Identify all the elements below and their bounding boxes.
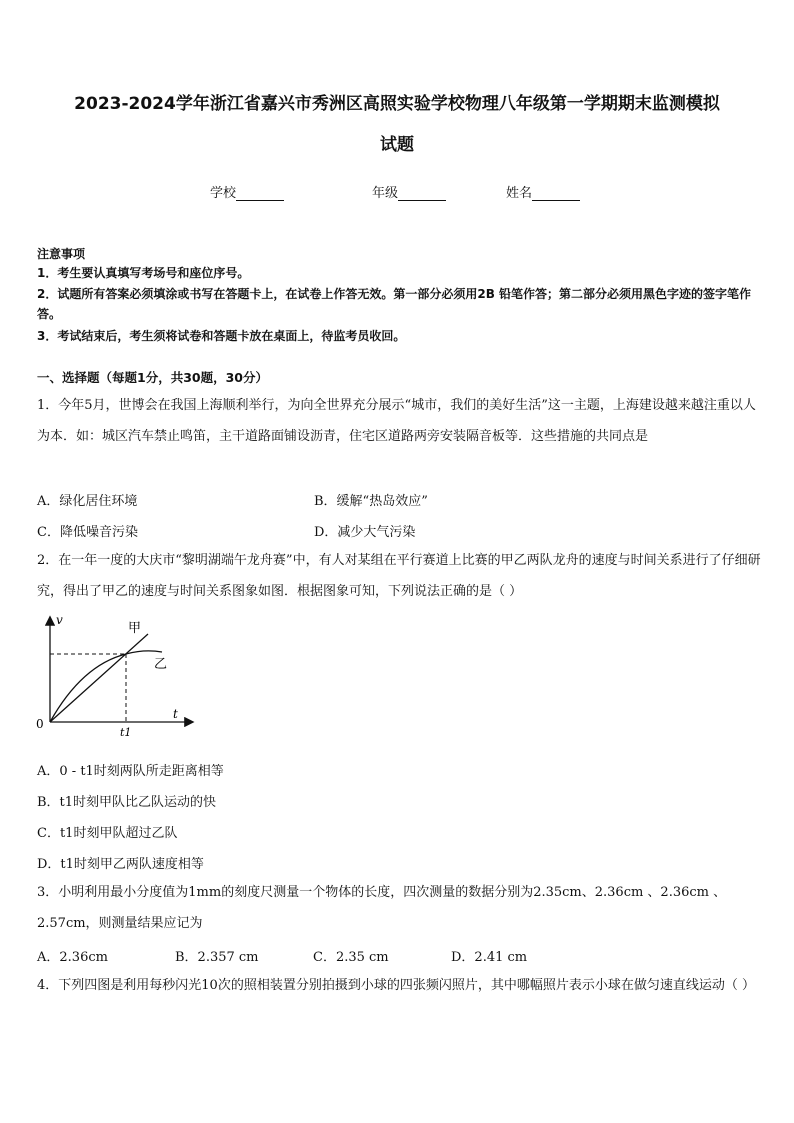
school-label: 学校 <box>210 186 237 201</box>
q2-option-b: B．t1时刻甲队比乙队运动的快 <box>37 795 217 810</box>
q1-option-a: A．绿化居住环境 <box>37 494 138 509</box>
section-title: 一、选择题（每题1分，共30题，30分） <box>37 370 268 385</box>
q3-option-b: B．2.357 cm <box>175 950 259 965</box>
grade-field <box>372 182 446 201</box>
origin-label: 0 <box>36 717 44 731</box>
velocity-time-graph <box>30 610 200 742</box>
question-4-stem: 4．下列四图是利用每秒闪光10次的照相装置分别拍摄到小球的四张频闪照片，其中哪幅照片表示小球在做匀速直线运动（ ） <box>37 978 755 993</box>
note-item-3: 3．考试结束后，考生须将试卷和答题卡放在桌面上，待监考员收回。 <box>37 329 406 343</box>
yi-curve <box>50 651 162 722</box>
school-blank <box>236 187 284 201</box>
note-item-2: 2．试题所有答案必须填涂或书写在答题卡上，在试卷上作答无效。第一部分必须用2B 铅笔作答；第二部分必须用黑色字迹的签字笔作答。 <box>37 287 752 321</box>
q1-option-d: D．减少大气污染 <box>314 525 416 540</box>
yi-label: 乙 <box>154 657 168 672</box>
q3-option-a: A．2.36cm <box>37 950 108 965</box>
q2-option-a: A．0 - t1时刻两队所走距离相等 <box>37 764 224 779</box>
question-1-stem: 1．今年5月，世博会在我国上海顺利举行，为向全世界充分展示“城市，我们的美好生活”这一主题，上海建设越来越注重以人为本．如：城区汽车禁止鸣笛，主干道路面铺设沥青，住宅区道路两旁安装隔音板等．这些措施的共同点是 <box>37 398 756 444</box>
note-item-1: 1．考生要认真填写考场号和座位序号。 <box>37 266 250 280</box>
q2-option-c: C．t1时刻甲队超过乙队 <box>37 826 178 841</box>
y-axis-label: v <box>56 613 63 627</box>
q1-option-c: C．降低噪音污染 <box>37 525 138 540</box>
q2-option-d: D．t1时刻甲乙两队速度相等 <box>37 857 204 872</box>
grade-blank <box>398 187 446 201</box>
name-field <box>506 182 580 201</box>
question-3-stem: 3．小明利用最小分度值为1mm的刻度尺测量一个物体的长度，四次测量的数据分别为2.35cm、2.36cm 、2.36cm 、2.57cm，则测量结果应记为 <box>37 885 727 931</box>
q3-option-c: C．2.35 cm <box>313 950 389 965</box>
school-field <box>210 182 284 201</box>
exam-title-line2: 试题 <box>380 135 414 155</box>
notes-title: 注意事项 <box>37 247 86 261</box>
exam-title-line1: 2023-2024学年浙江省嘉兴市秀洲区高照实验学校物理八年级第一学期期末监测模拟 <box>74 94 720 114</box>
grade-label: 年级 <box>372 186 399 201</box>
q3-option-d: D．2.41 cm <box>451 950 528 965</box>
name-blank <box>532 187 580 201</box>
jia-label: 甲 <box>128 621 142 636</box>
q1-option-b: B．缓解“热岛效应” <box>314 494 428 509</box>
jia-line <box>50 634 148 722</box>
name-label: 姓名 <box>506 186 533 201</box>
question-2-stem: 2．在一年一度的大庆市“黎明湖端午龙舟赛”中，有人对某组在平行赛道上比赛的甲乙两队龙舟的速度与时间关系进行了仔细研究，得出了甲乙的速度与时间关系图象如图．根据图象可知，下列说法正确的是（ ） <box>37 553 761 599</box>
x-axis-label: t <box>173 707 178 721</box>
t1-label: t1 <box>120 726 132 739</box>
